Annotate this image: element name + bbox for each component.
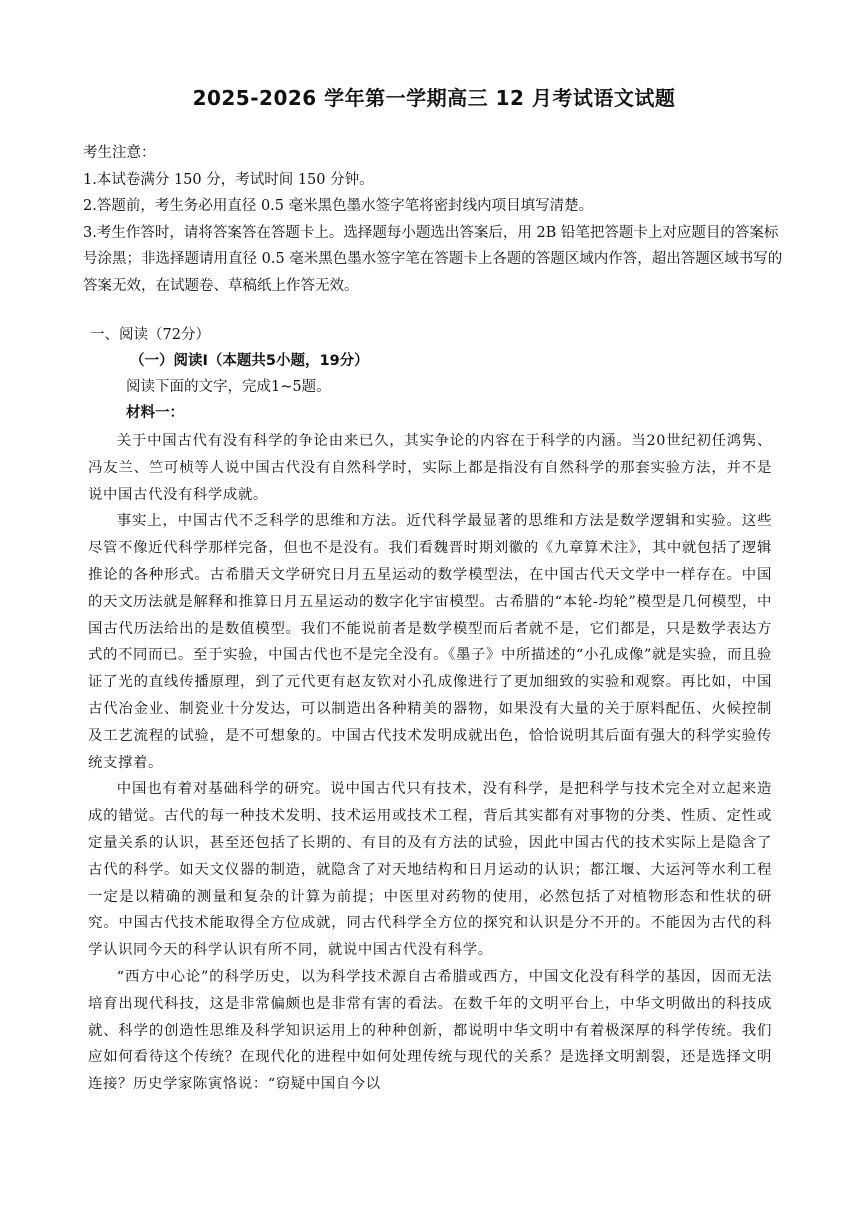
reading-section [90,322,790,426]
notice-heading: 考生注意： [83,145,156,161]
paragraph: 事实上，中国古代不乏科学的思维和方法。近代科学最显著的思维和方法是数学逻辑和实验。这些尽管不像近代科学那样完备，但也不是没有。我们看魏晋时期刘徽的《九章算术注》，其中就包括了逻辑推论的各种形式。古希腊天文学研究日月五星运动的数学模型法，在中国古代天文学中一样存在。中国的天文历法就是解释和推算日月五星运动的数字化宇宙模型。古希腊的“本轮-均轮”模型是几何模型，中国古代历法给出的是数值模型。我们不能说前者是数学模型而后者就不是，它们都是，只是数学表达方式的不同而已。至于实验，中国古代也不是完全没有。《墨子》中所描述的“小孔成像”就是实验，而且验证了光的直线传播原理，到了元代更有赵友钦对小孔成像进行了更加细致的实验和观察。再比如，中国古代冶金业、制瓷业十分发达，可以制造出各种精美的器物，如果没有大量的关于原料配伍、火候控制及工艺流程的试验，是不可想象的。中国古代技术发明成就出色，恰恰说明其后面有强大的科学实验传统支撑着。 [88,513,772,771]
reading-instruction: 阅读下面的文字，完成1~5题。 [126,379,331,395]
notice-item-2: 2.答题前，考生务必用直径 0.5 毫米黑色墨水签字笔将密封线内项目填写清楚。 [83,198,594,214]
exam-notice [83,140,788,299]
material-text [88,428,772,1098]
paragraph: 关于中国古代有没有科学的争论由来已久，其实争论的内容在于科学的内涵。当20世纪初任鸿隽、冯友兰、竺可桢等人说中国古代没有自然科学时，实际上都是指没有自然科学的那套实验方法，并不是说中国古代没有科学成就。 [88,433,772,503]
exam-title: 2025-2026 学年第一学期高三 12 月考试语文试题 [192,86,676,110]
paragraph: 中国也有着对基础科学的研究。说中国古代只有技术，没有科学，是把科学与技术完全对立起来造成的错觉。古代的每一种技术发明、技术运用或技术工程，背后其实都有对事物的分类、性质、定性或定量关系的认识，甚至还包括了长期的、有目的及有方法的试验，因此中国古代的技术实际上是隐含了古代的科学。如天文仪器的制造，就隐含了对天地结构和日月运动的认识；都江堰、大运河等水利工程一定是以精确的测量和复杂的计算为前提；中医里对药物的使用，必然包括了对植物形态和性状的研究。中国古代技术能取得全方位成就，同古代科学全方位的探究和认识是分不开的。不能因为古代的科学认识同今天的科学认识有所不同，就说中国古代没有科学。 [88,781,772,959]
subsection-heading: （一）阅读Ⅰ（本题共5小题，19分） [130,353,369,369]
notice-item-3: 3.考生作答时，请将答案答在答题卡上。选择题每小题选出答案后，用 2B 铅笔把答题卡上对应题目的答案标号涂黑；非选择题请用直径 0.5 毫米黑色墨水签字笔在答题卡上各题的答题区域内作答，超出答题区域书写的答案无效，在试题卷、草稿纸上作答无效。 [83,224,783,294]
material-label: 材料一： [126,404,184,421]
section-heading: 一、阅读（72分） [90,327,210,343]
notice-item-1: 1.本试卷满分 150 分，考试时间 150 分钟。 [83,171,374,188]
paragraph: “西方中心论”的科学历史，以为科学技术源自古希腊或西方，中国文化没有科学的基因，因而无法培育出现代科技，这是非常偏颇也是非常有害的看法。在数千年的文明平台上，中华文明做出的科技成就、科学的创造性思维及科学知识运用上的种种创新，都说明中华文明中有着极深厚的科学传统。我们应如何看待这个传统？在现代化的进程中如何处理传统与现代的关系？是选择文明割裂，还是选择文明连接？历史学家陈寅恪说：“窃疑中国自今以 [88,968,772,1093]
